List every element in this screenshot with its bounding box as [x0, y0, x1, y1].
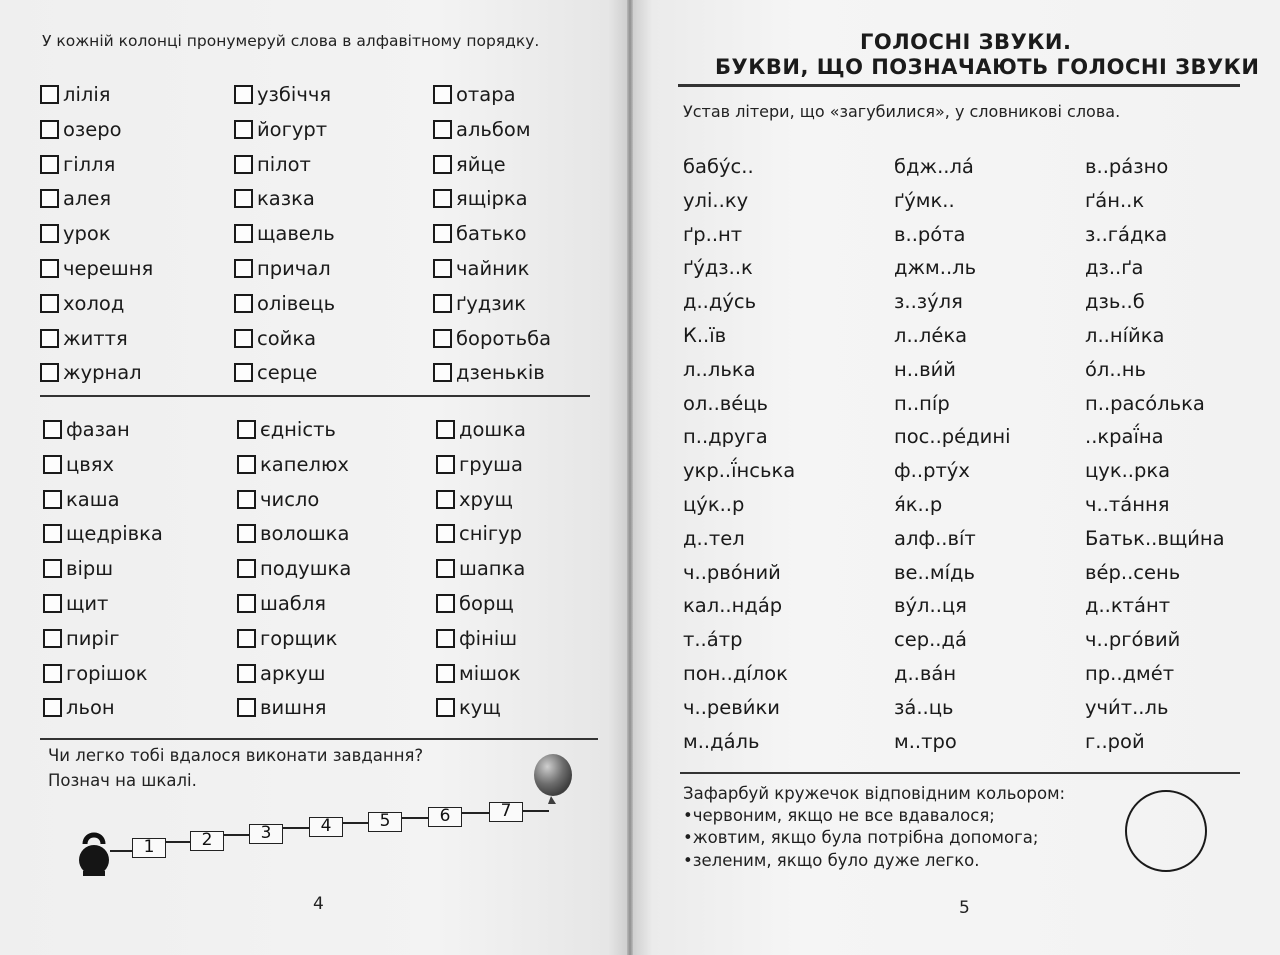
word-label: узбіччя — [257, 83, 332, 106]
checkbox-row — [234, 327, 316, 350]
checkbox-row — [234, 187, 315, 210]
vocabulary-word: м..да́ль — [683, 729, 760, 753]
vocabulary-word: пон..ді́лок — [683, 662, 788, 685]
word-label: дзеньків — [456, 361, 545, 385]
number-box[interactable] — [43, 420, 62, 439]
checkbox-row — [237, 592, 326, 615]
number-box[interactable] — [433, 189, 452, 208]
number-box[interactable] — [234, 85, 253, 104]
number-box[interactable] — [40, 189, 59, 208]
number-box[interactable] — [234, 155, 253, 174]
vocabulary-word: ф..ртýх — [894, 459, 970, 483]
vocabulary-word: К..їв — [683, 324, 727, 347]
number-box[interactable] — [40, 224, 59, 243]
word-label: вишня — [260, 696, 327, 720]
number-box[interactable] — [436, 594, 455, 613]
vocabulary-word: ч..та́ння — [1085, 493, 1170, 516]
vocabulary-word: з..га́дка — [1085, 222, 1168, 246]
vocabulary-word: цу́к..р — [683, 493, 745, 516]
word-label: урок — [63, 222, 111, 246]
checkbox-row — [433, 327, 551, 350]
word-label: подушка — [260, 557, 352, 581]
checkbox-row — [43, 522, 163, 545]
scale-question-line-1: Чи легко тобі вдалося виконати завдання? — [48, 746, 424, 765]
word-label: журнал — [63, 361, 142, 385]
divider — [40, 738, 598, 740]
number-box[interactable] — [234, 363, 253, 382]
checkbox-row — [433, 187, 528, 210]
vocabulary-word: л..ні́йка — [1085, 324, 1165, 347]
vocabulary-word: улі..ку — [683, 188, 749, 212]
number-box[interactable] — [43, 490, 62, 509]
scale-connector — [283, 827, 309, 829]
checkbox-row — [43, 453, 114, 476]
number-box[interactable] — [436, 490, 455, 509]
scale-connector — [224, 834, 249, 836]
number-box[interactable] — [237, 664, 256, 683]
scale-connector — [110, 850, 132, 852]
vocabulary-word: л..лька — [683, 357, 756, 381]
number-box[interactable] — [433, 329, 452, 348]
divider — [680, 772, 1240, 774]
checkbox-row — [40, 292, 124, 315]
word-label: отара — [456, 83, 516, 106]
word-label: боротьба — [456, 326, 552, 350]
word-label: щит — [66, 592, 109, 615]
number-box[interactable] — [40, 259, 59, 278]
word-label: батько — [456, 222, 527, 246]
checkbox-row — [234, 292, 335, 315]
checkbox-row — [436, 488, 513, 511]
word-label: лілія — [63, 83, 111, 106]
number-box[interactable] — [43, 455, 62, 474]
number-box[interactable] — [43, 524, 62, 543]
number-box[interactable] — [43, 629, 62, 648]
word-label: пиріг — [66, 626, 120, 650]
number-box[interactable] — [234, 224, 253, 243]
word-label: горішок — [66, 661, 148, 685]
vocabulary-word: укр..ї́нська — [683, 459, 796, 483]
number-box[interactable] — [436, 559, 455, 578]
color-circle[interactable] — [1125, 790, 1207, 872]
word-label: хрущ — [459, 487, 513, 511]
word-label: серце — [257, 361, 318, 385]
checkbox-row — [436, 418, 526, 441]
checkbox-row — [237, 696, 327, 719]
vocabulary-word: д..тел — [683, 526, 745, 550]
title-underline — [678, 84, 1240, 87]
word-label: щавель — [257, 222, 335, 246]
checkbox-row — [43, 696, 115, 719]
vocabulary-word: о́л..нь — [1085, 357, 1147, 381]
number-box[interactable] — [433, 363, 452, 382]
divider — [40, 395, 590, 397]
number-box[interactable] — [234, 189, 253, 208]
color-option-yellow: •жовтим, якщо була потрібна допомога; — [683, 828, 1039, 847]
number-box[interactable] — [234, 259, 253, 278]
vocabulary-word: пр..дме́т — [1085, 662, 1175, 685]
number-box[interactable] — [40, 294, 59, 313]
checkbox-row — [40, 118, 122, 141]
checkbox-row — [234, 222, 335, 245]
vocabulary-word: л..ле́ка — [894, 324, 968, 347]
word-label: капелюх — [260, 452, 349, 476]
vocabulary-word: бдж..ла́ — [894, 155, 974, 178]
vocabulary-word: ґр..нт — [683, 222, 743, 246]
checkbox-row — [433, 292, 526, 315]
scale-connector — [343, 822, 368, 824]
left-instruction: У кожній колонці пронумеруй слова в алфавітному порядку. — [42, 32, 540, 50]
number-box[interactable] — [436, 664, 455, 683]
checkbox-row — [436, 453, 523, 476]
vocabulary-word: я́к..р — [894, 493, 943, 516]
number-box[interactable] — [436, 524, 455, 543]
word-label: груша — [459, 452, 523, 476]
word-label: озеро — [63, 117, 122, 141]
number-box[interactable] — [40, 85, 59, 104]
number-box[interactable] — [234, 294, 253, 313]
number-box[interactable] — [237, 420, 256, 439]
word-label: снігур — [459, 522, 523, 546]
checkbox-row — [43, 557, 113, 580]
checkbox-row — [234, 83, 331, 106]
vocabulary-word: цук..рка — [1085, 459, 1171, 483]
word-label: олівець — [257, 291, 336, 315]
checkbox-row — [234, 257, 331, 280]
right-instruction: Устав літери, що «загубилися», у словникові слова. — [683, 102, 1121, 121]
checkbox-row — [237, 522, 349, 545]
number-box[interactable] — [43, 664, 62, 683]
vocabulary-word: п..расо́лька — [1085, 391, 1205, 415]
word-label: мішок — [459, 661, 521, 685]
page-number-right: 5 — [959, 898, 970, 918]
number-box[interactable] — [433, 294, 452, 313]
vocabulary-word: н..ви́й — [894, 357, 956, 381]
left-page — [0, 0, 627, 955]
vocabulary-word: ґу́дз..к — [683, 256, 753, 280]
vocabulary-word: в..ра́зно — [1085, 155, 1169, 178]
vocabulary-word: джм..ль — [894, 256, 977, 280]
vocabulary-word: д..ду́сь — [683, 290, 757, 314]
checkbox-row — [43, 418, 130, 441]
number-box[interactable] — [43, 559, 62, 578]
checkbox-row — [40, 187, 111, 210]
word-label: аркуш — [260, 661, 326, 685]
vocabulary-word: з..зу́ля — [894, 290, 963, 314]
checkbox-row — [43, 627, 119, 650]
number-box[interactable] — [237, 594, 256, 613]
checkbox-row — [234, 153, 311, 176]
checkbox-row — [40, 222, 111, 245]
checkbox-row — [237, 557, 351, 580]
checkbox-row — [43, 662, 148, 685]
word-label: щедрівка — [66, 522, 163, 546]
word-label: борщ — [459, 592, 514, 615]
checkbox-row — [433, 118, 531, 141]
number-box[interactable] — [433, 259, 452, 278]
number-box[interactable] — [436, 698, 455, 717]
scale-step[interactable]: 4 — [309, 817, 343, 837]
word-label: причал — [257, 257, 331, 280]
scale-question — [48, 743, 423, 793]
vocabulary-word: дз..ґа — [1085, 256, 1144, 280]
kettlebell-icon — [76, 830, 112, 878]
checkbox-row — [433, 257, 529, 280]
number-box[interactable] — [436, 629, 455, 648]
scale-step[interactable]: 3 — [249, 824, 283, 844]
number-box[interactable] — [43, 594, 62, 613]
checkbox-row — [40, 257, 153, 280]
scale-step[interactable]: 7 — [489, 802, 523, 822]
scale-question-line-2: Познач на шкалі. — [48, 771, 197, 790]
word-label: льон — [66, 696, 115, 720]
color-task-heading: Зафарбуй кружечок відповідним кольором: — [683, 784, 1066, 803]
checkbox-row — [436, 627, 517, 650]
vocabulary-word: ву́л..ця — [894, 594, 967, 618]
vocabulary-word: ч..реви́ки — [683, 695, 780, 719]
checkbox-row — [436, 522, 522, 545]
checkbox-row — [237, 488, 319, 511]
vocabulary-word: д..ва́н — [894, 662, 957, 685]
checkbox-row — [40, 361, 142, 384]
vocabulary-word: кал..нда́р — [683, 594, 783, 618]
number-box[interactable] — [237, 455, 256, 474]
vocabulary-word: ве́р..сень — [1085, 560, 1181, 584]
vocabulary-word: ґа́н..к — [1085, 188, 1145, 212]
checkbox-row — [237, 662, 326, 685]
word-label: дошка — [459, 418, 526, 441]
scale-connector — [523, 810, 549, 812]
vocabulary-word: бабу́с.. — [683, 155, 754, 178]
number-box[interactable] — [436, 455, 455, 474]
vocabulary-word: п..друга — [683, 425, 768, 449]
word-label: число — [260, 487, 320, 511]
word-label: кущ — [459, 696, 501, 720]
title-line-1: ГОЛОСНІ ЗВУКИ. — [860, 30, 1072, 54]
color-option-green: •зеленим, якщо було дуже легко. — [683, 851, 980, 870]
vocabulary-word: ве..мі́дь — [894, 560, 975, 584]
checkbox-row — [40, 153, 115, 176]
checkbox-row — [237, 453, 349, 476]
word-label: альбом — [456, 117, 531, 141]
number-box[interactable] — [436, 420, 455, 439]
word-label: каша — [66, 487, 120, 511]
word-label: цвях — [66, 452, 115, 476]
scale-connector — [402, 817, 428, 819]
word-label: казка — [257, 187, 315, 211]
vocabulary-word: д..кта́нт — [1085, 594, 1171, 618]
word-label: холод — [63, 291, 125, 315]
number-box[interactable] — [237, 559, 256, 578]
vocabulary-word: ол..ве́ць — [683, 391, 769, 415]
word-label: волошка — [260, 522, 350, 546]
color-option-red: •червоним, якщо не все вдавалося; — [683, 806, 995, 825]
page-number-left: 4 — [313, 894, 324, 914]
number-box[interactable] — [234, 329, 253, 348]
checkbox-row — [433, 153, 506, 176]
number-box[interactable] — [40, 155, 59, 174]
number-box[interactable] — [433, 120, 452, 139]
checkbox-row — [40, 83, 111, 106]
word-label: гілля — [63, 152, 116, 176]
checkbox-row — [40, 327, 128, 350]
vocabulary-word: в..ро́та — [894, 222, 966, 246]
checkbox-row — [436, 557, 525, 580]
number-box[interactable] — [40, 363, 59, 382]
word-label: алея — [63, 187, 112, 211]
vocabulary-word: ґу́мк.. — [894, 188, 955, 212]
vocabulary-word: ч..рво́ний — [683, 560, 781, 584]
word-label: яйце — [456, 152, 506, 176]
checkbox-row — [237, 627, 337, 650]
vocabulary-word: учи́т..ль — [1085, 695, 1169, 719]
vocabulary-word: г..рой — [1085, 729, 1145, 753]
right-page — [633, 0, 1280, 955]
word-label: шабля — [260, 592, 327, 615]
vocabulary-word: п..пі́р — [894, 391, 950, 415]
number-box[interactable] — [40, 329, 59, 348]
number-box[interactable] — [237, 629, 256, 648]
word-label: пілот — [257, 152, 311, 176]
word-label: сойка — [257, 326, 317, 350]
checkbox-row — [237, 418, 336, 441]
vocabulary-word: Батьк..вщи́на — [1085, 526, 1225, 550]
scale-step[interactable]: 6 — [428, 807, 462, 827]
checkbox-row — [433, 361, 545, 384]
balloon-icon — [526, 752, 576, 812]
scale-connector — [462, 812, 489, 814]
vocabulary-word: м..тро — [894, 729, 957, 753]
checkbox-row — [436, 592, 514, 615]
word-label: життя — [63, 326, 128, 350]
checkbox-row — [234, 118, 327, 141]
checkbox-row — [234, 361, 317, 384]
number-box[interactable] — [433, 224, 452, 243]
checkbox-row — [43, 488, 120, 511]
word-label: шапка — [459, 557, 526, 581]
scale-connector — [166, 841, 190, 843]
number-box[interactable] — [433, 85, 452, 104]
number-box[interactable] — [237, 490, 256, 509]
number-box[interactable] — [237, 524, 256, 543]
word-label: йогурт — [257, 117, 328, 141]
number-box[interactable] — [43, 698, 62, 717]
scale-step[interactable]: 5 — [368, 812, 402, 832]
vocabulary-word: за́..ць — [894, 695, 954, 719]
checkbox-row — [436, 662, 521, 685]
vocabulary-word: дзь..б — [1085, 290, 1145, 314]
vocabulary-word: ч..рго́вий — [1085, 628, 1181, 652]
checkbox-row — [433, 83, 516, 106]
number-box[interactable] — [433, 155, 452, 174]
word-label: черешня — [63, 257, 154, 280]
checkbox-row — [433, 222, 527, 245]
title-line-2: БУКВИ, ЩО ПОЗНАЧАЮТЬ ГОЛОСНІ ЗВУКИ — [715, 55, 1260, 79]
number-box[interactable] — [234, 120, 253, 139]
vocabulary-word: пос..ре́дині — [894, 425, 1011, 449]
word-label: ящірка — [456, 187, 528, 211]
vocabulary-word: алф..ві́т — [894, 526, 976, 550]
word-label: горщик — [260, 626, 338, 650]
word-label: фініш — [459, 626, 518, 650]
checkbox-row — [43, 592, 108, 615]
word-label: ґудзик — [456, 291, 527, 315]
word-label: фазан — [66, 418, 130, 441]
checkbox-row — [436, 696, 501, 719]
number-box[interactable] — [237, 698, 256, 717]
word-label: чайник — [456, 257, 530, 280]
word-label: вірш — [66, 557, 114, 581]
number-box[interactable] — [40, 120, 59, 139]
scale-step[interactable]: 1 — [132, 838, 166, 858]
word-label: єдність — [260, 418, 336, 441]
vocabulary-word: т..а́тр — [683, 628, 743, 652]
vocabulary-word: ..краї́на — [1085, 425, 1164, 449]
vocabulary-word: сер..да́ — [894, 628, 967, 652]
scale-step[interactable]: 2 — [190, 831, 224, 851]
